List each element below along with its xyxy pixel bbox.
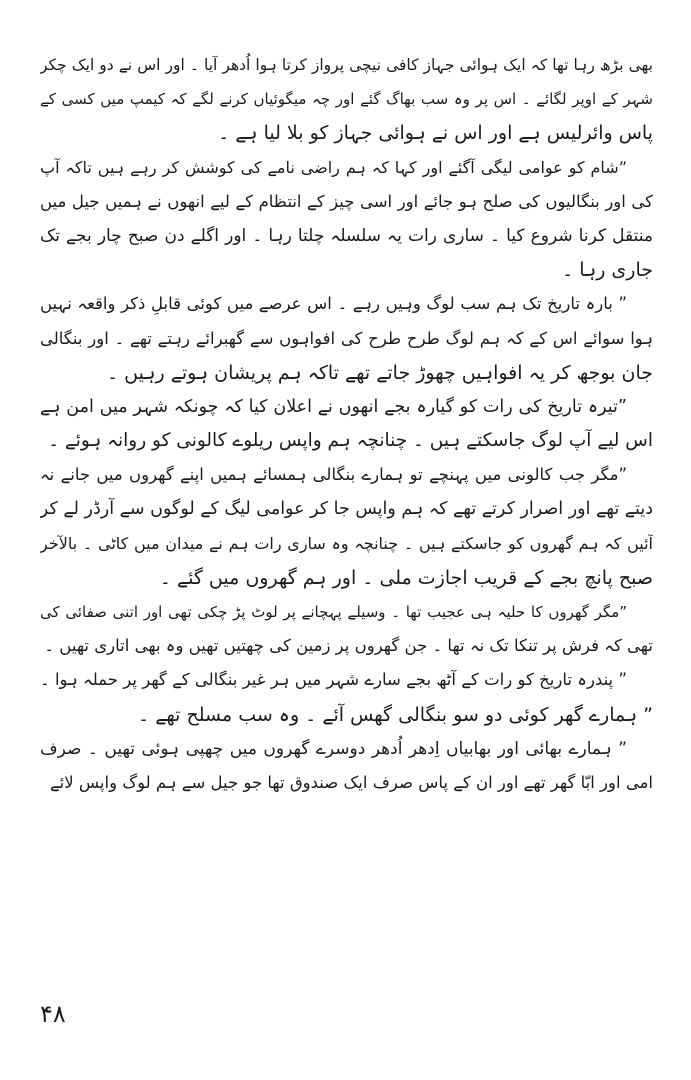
text-line: دیتے تھے اور اصرار کرتے تھے کہ ہم واپس جا کر عوامی لیگ کے لوگوں سے آرڈر لے کر [40,499,653,520]
paragraph [40,595,653,663]
text-line: جاری رہا ۔ [562,259,653,282]
paragraph [40,458,653,595]
paragraph [40,390,653,458]
text-line: بھی بڑھ رہا تھا کہ ایک ہوائی جہاز کافی نیچی پرواز کرتا ہوا اُدھر آیا ۔ اور اس نے دو ایک چکر [40,56,653,74]
text-line: ”تیرہ تاریخ کی رات کو گیارہ بجے انھوں نے اعلان کیا کہ چونکہ شہر میں امن ہے [40,396,627,417]
text-line: آئیں کہ ہم گھروں کو جاسکتے ہیں ۔ چنانچہ وہ ساری رات ہم نے میدان میں کاٹی ۔ بالآخر [40,533,653,553]
text-line: ”مگر گھروں کا حلیہ ہی عجیب تھا ۔ وسیلے پہچانے پر لوٹ پڑ چکی تھی اور اتنی صفائی کی [40,603,627,621]
text-line: ” بارہ تاریخ تک ہم سب لوگ وہیں رہے ۔ اس عرصے میں کوئی قابلِ ذکر واقعہ نہیں [40,294,627,314]
text-line: امی اور ابّا گھر تھے اور ان کے پاس صرف ایک صندوق تھا جو جیل سے ہم لوگ واپس لائے [49,772,653,792]
paragraph [40,663,653,731]
text-line: جان بوجھ کر یہ افواہیں چھوڑ جاتے تھے تاکہ ہم پریشان ہوتے رہیں ۔ [106,361,653,384]
text-line: پاس وائرلیس ہے اور اس نے ہوائی جہاز کو بلا لیا ہے ۔ [218,122,653,145]
text-line: تھی کہ فرش پر تنکا تک نہ تھا ۔ جن گھروں پر زمین کی چھتیں تھیں وہ بھی اتاری تھیں ۔ [44,636,653,656]
text-line: ” ہمارے گھر کوئی دو سو بنگالی گھس آئے ۔ وہ سب مسلح تھے ۔ [138,703,653,726]
text-line: ”شام کو عوامی لیگی آگئے اور کہا کہ ہم راضی نامے کی کوشش کر رہے ہیں تاکہ آپ [40,157,627,177]
text-line: ” ہمارے بھائی اور بھابیاں اِدھر اُدھر دوسرے گھروں میں چھپی ہوئی تھیں ۔ صرف [40,738,627,759]
text-line: ”مگر جب کالونی میں پہنچے تو ہمارے بنگالی ہمسائے ہمیں اپنے گھروں میں جانے نہ [40,465,627,485]
text-line: ” پندرہ تاریخ کو رات کے آٹھ بجے سارے شہر میں ہر غیر بنگالی کے گھر پر حملہ ہوا ۔ [40,670,627,690]
page-number: ۴۸ [40,1000,66,1028]
paragraph [40,48,653,151]
paragraph [40,287,653,390]
paragraph [40,151,653,288]
body-text [40,48,653,800]
text-line: ہوا سوائے اس کے کہ ہم لوگ طرح طرح کی افواہوں سے گھبرائے رہتے تھے ۔ اور بنگالی [40,328,653,348]
text-line: منتقل کرنا شروع کیا ۔ ساری رات یہ سلسلہ چلتا رہا ۔ اور اگلے دن صبح چار بجے تک [40,225,653,246]
text-line: شہر کے اوپر لگائے ۔ اس پر وہ سب بھاگ گئے اور چہ میگوئیاں کرنے لگے کہ کیمپ میں کسی کے [40,90,653,109]
text-line: اس لیے آپ لوگ جاسکتے ہیں ۔ چنانچہ ہم واپس ریلوے کالونی کو روانہ ہوئے ۔ [48,430,653,452]
text-line: صبح پانچ بجے کے قریب اجازت ملی ۔ اور ہم گھروں میں گئے ۔ [159,566,653,589]
paragraph [40,732,653,800]
text-line: کی اور بنگالیوں کی صلح ہو جائے اور اسی چیز کے انتظام کے لیے انھوں نے ہمیں جیل میں [40,191,653,211]
